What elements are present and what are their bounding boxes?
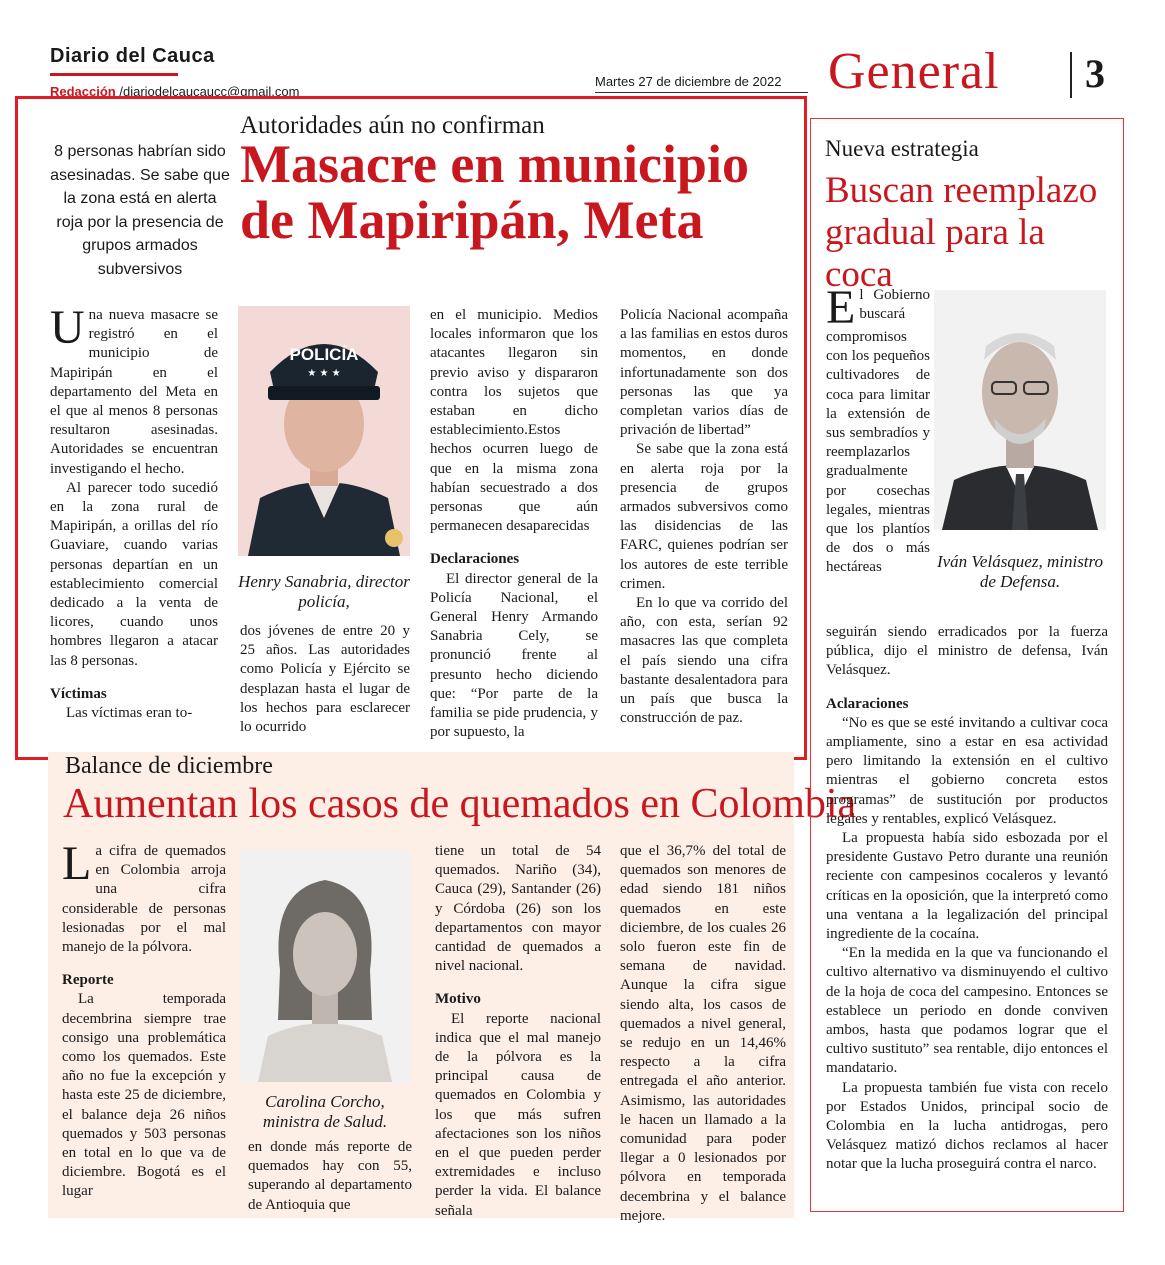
paragraph: Policía Nacional acompaña a las familias en estos duros momentos, en donde infortunadamente son dos personas las que ya completan varios días de privación de libertad” xyxy=(620,307,788,439)
paragraph: dos jóvenes de entre 20 y 25 años. Las autoridades como Policía y Ejército se desplazan hasta el lugar de los hechos para esclarecer lo ocurrido xyxy=(240,623,410,736)
balance-article-kicker: Balance de diciembre xyxy=(65,753,273,779)
balance-article-column-3 xyxy=(435,842,601,1221)
subheading-declaraciones: Declaraciones xyxy=(430,551,520,568)
photo-caption-sanabria: Henry Sanabria, director policía, xyxy=(238,572,410,611)
paragraph: Al parecer todo sucedió en la zona rural de Mapiripán, a orillas del río Guaviare, cuando varias personas departían en un establecimiento comercial dedicado a la venta de licores, cuando unos hombres llegaron a atacar las 8 personas. xyxy=(50,479,218,669)
paragraph: “En la medida en la que va funcionando el cultivo alternativo va disminuyendo el cultivo de la hoja de coca del campesino. Entonces se establece un periodo en donde conviven ambos, hasta que podamos lograr que el cultivo sustituto” sea rentable, dijo entonces el mandatario. xyxy=(826,945,1108,1077)
coca-article-headline: Buscan reemplazo gradual para la coca xyxy=(825,170,1098,295)
photo-henry-sanabria xyxy=(238,306,410,556)
paragraph: que el 36,7% del total de quemados son menores de edad siendo 181 niños quemados en este diciembre, de los cuales 26 solo fueron este fin de semana de navidad. Aunque la cifra sigue siendo alta, los casos de quemados a nivel general, se redujo en un 14,46% respecto a la cifra entregada el año anterior. Asimismo, las autoridades le hacen un llamado a la comunidad para poder llegar a 0 lesionados por pólvora en temporada decembrina y el balance mejore. xyxy=(620,843,786,1224)
date-rule xyxy=(595,92,808,93)
redaccion-label: Redacción xyxy=(50,84,116,99)
paragraph: en donde más reporte de quemados hay con 55, superando al departamento de Antioquia que xyxy=(248,1139,412,1213)
main-article-headline: Masacre en municipio de Mapiripán, Meta xyxy=(240,134,749,250)
photo-carolina-corcho xyxy=(240,850,410,1082)
subheading-reporte: Reporte xyxy=(62,972,114,989)
balance-article-column-2 xyxy=(248,1138,412,1215)
paragraph: “No es que se esté invitando a cultivar coca ampliamente, sino a estar en esa actividad pero limitando la extensión en el cultivo mientras el gobierno concreta estos programas” de sustitución por productos legales y rentables, explicó Velásquez. xyxy=(826,714,1108,827)
paragraph: El reporte nacional indica que el mal manejo de la pólvora es la principal causa de quemados en Colombia y los que más sufren afectaciones son los niños en el que pueden perder extremidades e incluso perder la vida. El balance señala xyxy=(435,1010,601,1219)
balance-article-column-1 xyxy=(62,837,226,1202)
dropcap: L xyxy=(62,837,92,890)
svg-text:POLICÍA: POLICÍA xyxy=(289,345,359,364)
paragraph: La propuesta también fue vista con recelo por Estados Unidos, principal socio de Colombia en la lucha antidrogas, pero Velásquez matizó dichos reclamos al hacer notar que la lucha proseguirá contra el narco. xyxy=(826,1079,1108,1173)
police-officer-portrait-icon xyxy=(238,306,410,556)
issue-date: Martes 27 de diciembre de 2022 xyxy=(595,74,782,89)
coca-article-narrow-column xyxy=(826,281,930,578)
man-portrait-icon xyxy=(934,290,1106,530)
main-article-kicker: Autoridades aún no confirman xyxy=(240,112,545,139)
paragraph: La propuesta había sido esbozada por el presidente Gustavo Petro durante una reunión reciente con campesinos cocaleros y levantó críticas en la oposición, que la interpretó como una ventana a la legalización del principal ingrediente de la cocaína. xyxy=(826,830,1108,943)
dropcap: U xyxy=(50,301,85,354)
section-title: General xyxy=(828,43,1000,100)
balance-article-headline: Aumentan los casos de quemados en Colombia xyxy=(63,781,857,827)
subheading-aclaraciones: Aclaraciones xyxy=(826,695,909,712)
subheading-motivo: Motivo xyxy=(435,991,481,1008)
main-article-lead: 8 personas habrían sido asesinadas. Se sabe que la zona está en alerta roja por la presencia de grupos armados subversivos xyxy=(50,143,230,278)
main-article-column-4 xyxy=(620,306,788,728)
brand-underline xyxy=(50,73,178,76)
subheading-victimas: Víctimas xyxy=(50,685,107,702)
page-number: 3 xyxy=(1085,51,1105,96)
svg-text:★ ★ ★: ★ ★ ★ xyxy=(307,368,341,379)
paragraph: tiene un total de 54 quemados. Nariño (34), Cauca (29), Santander (26) y Córdoba (26) son los departamentos con mayor cantidad de quemados a nivel nacional. xyxy=(435,843,601,975)
photo-caption-corcho: Carolina Corcho, ministra de Salud. xyxy=(262,1092,388,1131)
paragraph: En lo que va corrido del año, con esta, serían 92 masacres las que completa el país siendo una cifra bastante desalentadora para un país que busca la construcción de paz. xyxy=(620,595,788,727)
main-article-column-3 xyxy=(430,306,598,742)
coca-article-kicker: Nueva estrategia xyxy=(825,136,979,161)
dropcap: E xyxy=(826,281,856,334)
paragraph: en el municipio. Medios locales informaron que los atacantes llegaron sin previo aviso y dispararon contra los sujetos que estaban en dicho establecimiento.Estos hechos ocurren luego de que en la misma zona habían secuestrado a dos personas que aún permanecen desaparecidas xyxy=(430,307,598,535)
paragraph: na nueva masacre se registró en el municipio de Mapiripán en el departamento del Meta en el que al menos 8 personas resultaron asesinadas. Autoridades se encuentran investigando el hecho. xyxy=(50,307,218,477)
paragraph: Se sabe que la zona está en alerta roja por la presencia de grupos armados subversivos como las disidencias de las FARC, quienes podrían ser los autores de este terrible crimen. xyxy=(620,441,788,592)
paragraph: La temporada decembrina siempre trae consigo una problemática como los quemados. Este año no fue la excepción y hasta este 25 de diciembre, el balance deja 26 niños quemados y 503 personas en total en lo que va de diciembre. Bogotá es el lugar xyxy=(62,991,226,1200)
paragraph: a cifra de quemados en Colombia arroja una cifra considerable de personas lesionadas por el mal manejo de la pólvora. xyxy=(62,843,226,956)
paragraph: seguirán siendo erradicados por la fuerza pública, dijo el ministro de defensa, Iván Velásquez. xyxy=(826,624,1108,679)
photo-caption-velasquez: Iván Velásquez, ministro de Defensa. xyxy=(936,552,1104,591)
photo-ivan-velasquez xyxy=(934,290,1106,530)
redaccion-email[interactable]: /diariodelcaucaucc@gmail.com xyxy=(115,84,300,99)
main-article-column-1 xyxy=(50,301,218,723)
section-separator xyxy=(1070,52,1072,98)
balance-article-column-4 xyxy=(620,842,786,1226)
woman-portrait-icon xyxy=(240,850,410,1082)
paragraph: l Gobierno buscará compromisos con los pequeños cultivadores de coca para limitar la extensión de sus sembradíos y reemplazarlos gradualmente por cosechas legales, mientras que los plantíos de dos o más hectáreas xyxy=(826,287,930,576)
newspaper-brand: Diario del Cauca xyxy=(50,45,215,67)
paragraph: El director general de la Policía Nacional, el General Henry Armando Sanabria Cely, se pronunció frente al presunto hecho diciendo que: “Por parte de la familia se pide prudencia, y por supuesto, la xyxy=(430,570,598,741)
main-article-column-2 xyxy=(240,622,410,737)
coca-article-wide-column xyxy=(826,623,1108,1175)
paragraph: Las víctimas eran to- xyxy=(66,705,193,722)
